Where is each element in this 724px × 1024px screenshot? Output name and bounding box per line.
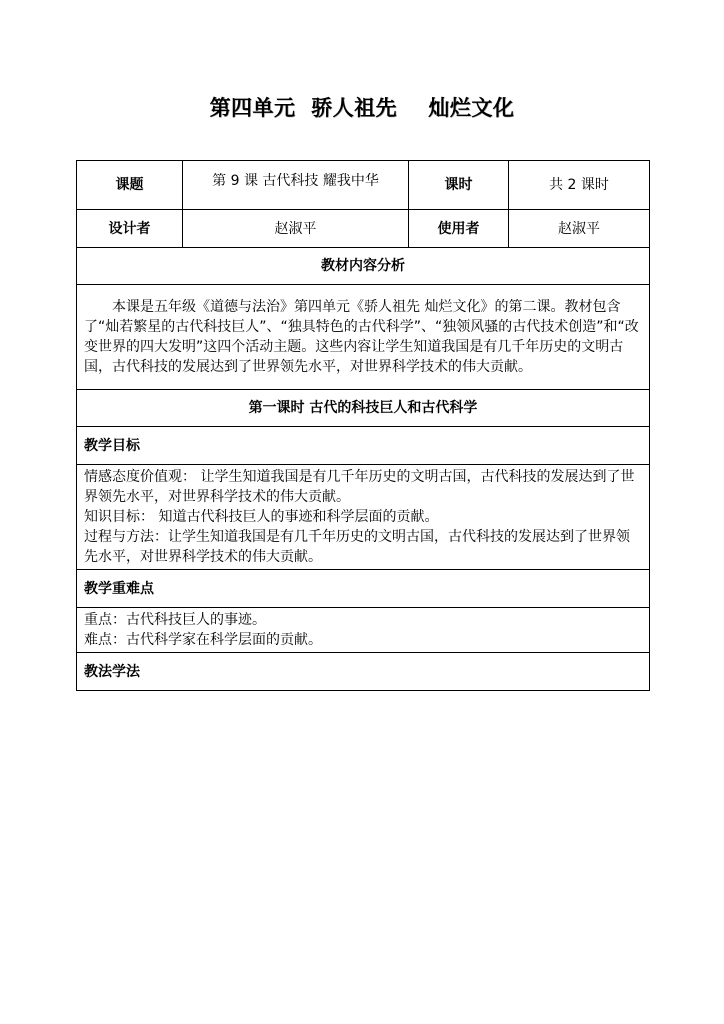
lesson-heading: 第一课时 古代的科技巨人和古代科学 bbox=[77, 390, 650, 427]
objective-item: 过程与方法：让学生知道我国是有几千年历史的文明古国，古代科技的发展达到了世界领先水平，对世界科学技术的伟大贡献。 bbox=[84, 529, 630, 565]
objective-item: 知识目标： 知道古代科技巨人的事迹和科学层面的贡献。 bbox=[84, 509, 439, 525]
objectives-body bbox=[77, 465, 650, 570]
objective-item: 情感态度价值观： 让学生知道我国是有几千年历史的文明古国，古代科技的发展达到了世界领先水平，对世界科学技术的伟大贡献。 bbox=[84, 469, 635, 505]
lesson-plan-table bbox=[76, 160, 650, 691]
hours-label: 课时 bbox=[409, 161, 509, 210]
key-points-heading: 教学重难点 bbox=[77, 570, 650, 608]
user-label: 使用者 bbox=[409, 210, 509, 248]
topic-value: 第 9 课 古代科技 耀我中华 bbox=[183, 161, 409, 210]
key-points-body-row bbox=[77, 608, 650, 653]
analysis-body-row bbox=[77, 285, 650, 390]
key-point-item: 难点：古代科学家在科学层面的贡献。 bbox=[84, 632, 322, 648]
key-points-heading-row bbox=[77, 570, 650, 608]
topic-label: 课题 bbox=[77, 161, 183, 210]
objectives-body-row bbox=[77, 465, 650, 570]
meta-row-people bbox=[77, 210, 650, 248]
objectives-heading: 教学目标 bbox=[77, 427, 650, 465]
designer-label: 设计者 bbox=[77, 210, 183, 248]
key-point-item: 重点：古代科技巨人的事迹。 bbox=[84, 612, 266, 628]
lesson-heading-row bbox=[77, 390, 650, 427]
meta-row-topic bbox=[77, 161, 650, 210]
designer-value: 赵淑平 bbox=[183, 210, 409, 248]
hours-value: 共 2 课时 bbox=[509, 161, 650, 210]
analysis-heading-row bbox=[77, 248, 650, 285]
key-points-body bbox=[77, 608, 650, 653]
analysis-heading: 教材内容分析 bbox=[77, 248, 650, 285]
objectives-heading-row bbox=[77, 427, 650, 465]
analysis-body: 本课是五年级《道德与法治》第四单元《骄人祖先 灿烂文化》的第二课。教材包含了“灿若繁星的古代科技巨人”、“独具特色的古代科学”、“独领风骚的古代技术创造”和“改变世界的四大发明”这四个活动主题。这些内容让学生知道我国是有几千年历史的文明古国，古代科技的发展达到了世界领先水平，对世界科学技术的伟大贡献。 bbox=[77, 285, 650, 390]
user-value: 赵淑平 bbox=[509, 210, 650, 248]
methods-heading-row bbox=[77, 653, 650, 691]
document-title: 第四单元 骄人祖先 灿烂文化 bbox=[209, 96, 515, 120]
methods-heading: 教法学法 bbox=[77, 653, 650, 691]
